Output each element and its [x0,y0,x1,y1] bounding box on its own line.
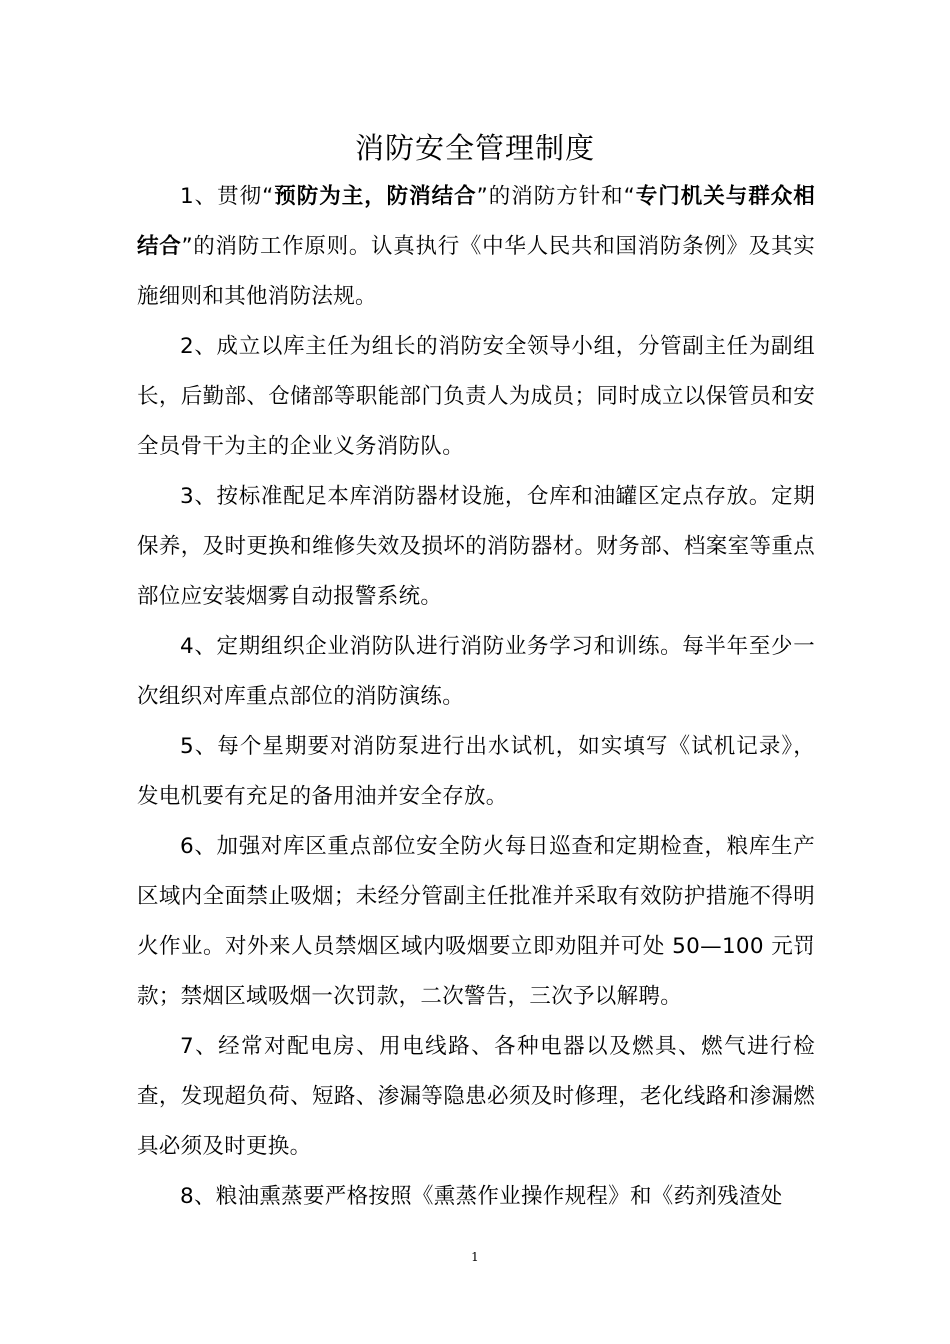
text-segment: 3、按标准配足本库消防器材设施，仓库和油罐区定点存放。定期保养，及时更换和维修失效及损坏的消防器材。财务部、档案室等重点部位应安装烟雾自动报警系统。 [137,484,815,609]
paragraph-8 [137,1172,815,1222]
text-segment: ”的消防工作原则。认真执行《中华人民共和国消防条例》及其实施细则和其他消防法规。 [137,234,815,309]
page-title: 消防安全管理制度 [354,131,595,165]
paragraph-4 [137,622,815,722]
text-segment: 5、每个星期要对消防泵进行出水试机，如实填写《试机记录》，发电机要有充足的备用油并安全存放。 [137,734,815,809]
bold-text-segment: 预防为主，防消结合 [273,184,477,209]
paragraph-3 [137,472,815,622]
paragraph-7 [137,1022,815,1172]
bold-text-segment: 专门机关与群众相结合 [137,184,815,259]
text-segment: ”的消防方针和“ [476,184,636,209]
page-number: 1 [471,1250,479,1264]
text-segment: 1、贯彻“ [180,184,274,209]
text-segment: 6、加强对库区重点部位安全防火每日巡查和定期检查，粮库生产区域内全面禁止吸烟；未经分管副主任批准并采取有效防护措施不得明火作业。对外来人员禁烟区域内吸烟要立即劝阻并可处 50—100 元罚款；禁烟区域吸烟一次罚款，二次警告，三次予以解聘。 [137,834,815,1009]
paragraph-2 [137,322,815,472]
paragraph-5 [137,722,815,822]
text-segment: 7、经常对配电房、用电线路、各种电器以及燃具、燃气进行检查，发现超负荷、短路、渗漏等隐患必须及时修理，老化线路和渗漏燃具必须及时更换。 [137,1034,815,1159]
document-body [137,172,815,1222]
text-segment: 8、粮油熏蒸要严格按照《熏蒸作业操作规程》和《药剂残渣处 [180,1184,783,1209]
paragraph-6 [137,822,815,1022]
text-segment: 2、成立以库主任为组长的消防安全领导小组，分管副主任为副组长，后勤部、仓储部等职能部门负责人为成员；同时成立以保管员和安全员骨干为主的企业义务消防队。 [137,334,815,459]
paragraph-1 [137,172,815,322]
text-segment: 4、定期组织企业消防队进行消防业务学习和训练。每半年至少一次组织对库重点部位的消防演练。 [137,634,815,709]
